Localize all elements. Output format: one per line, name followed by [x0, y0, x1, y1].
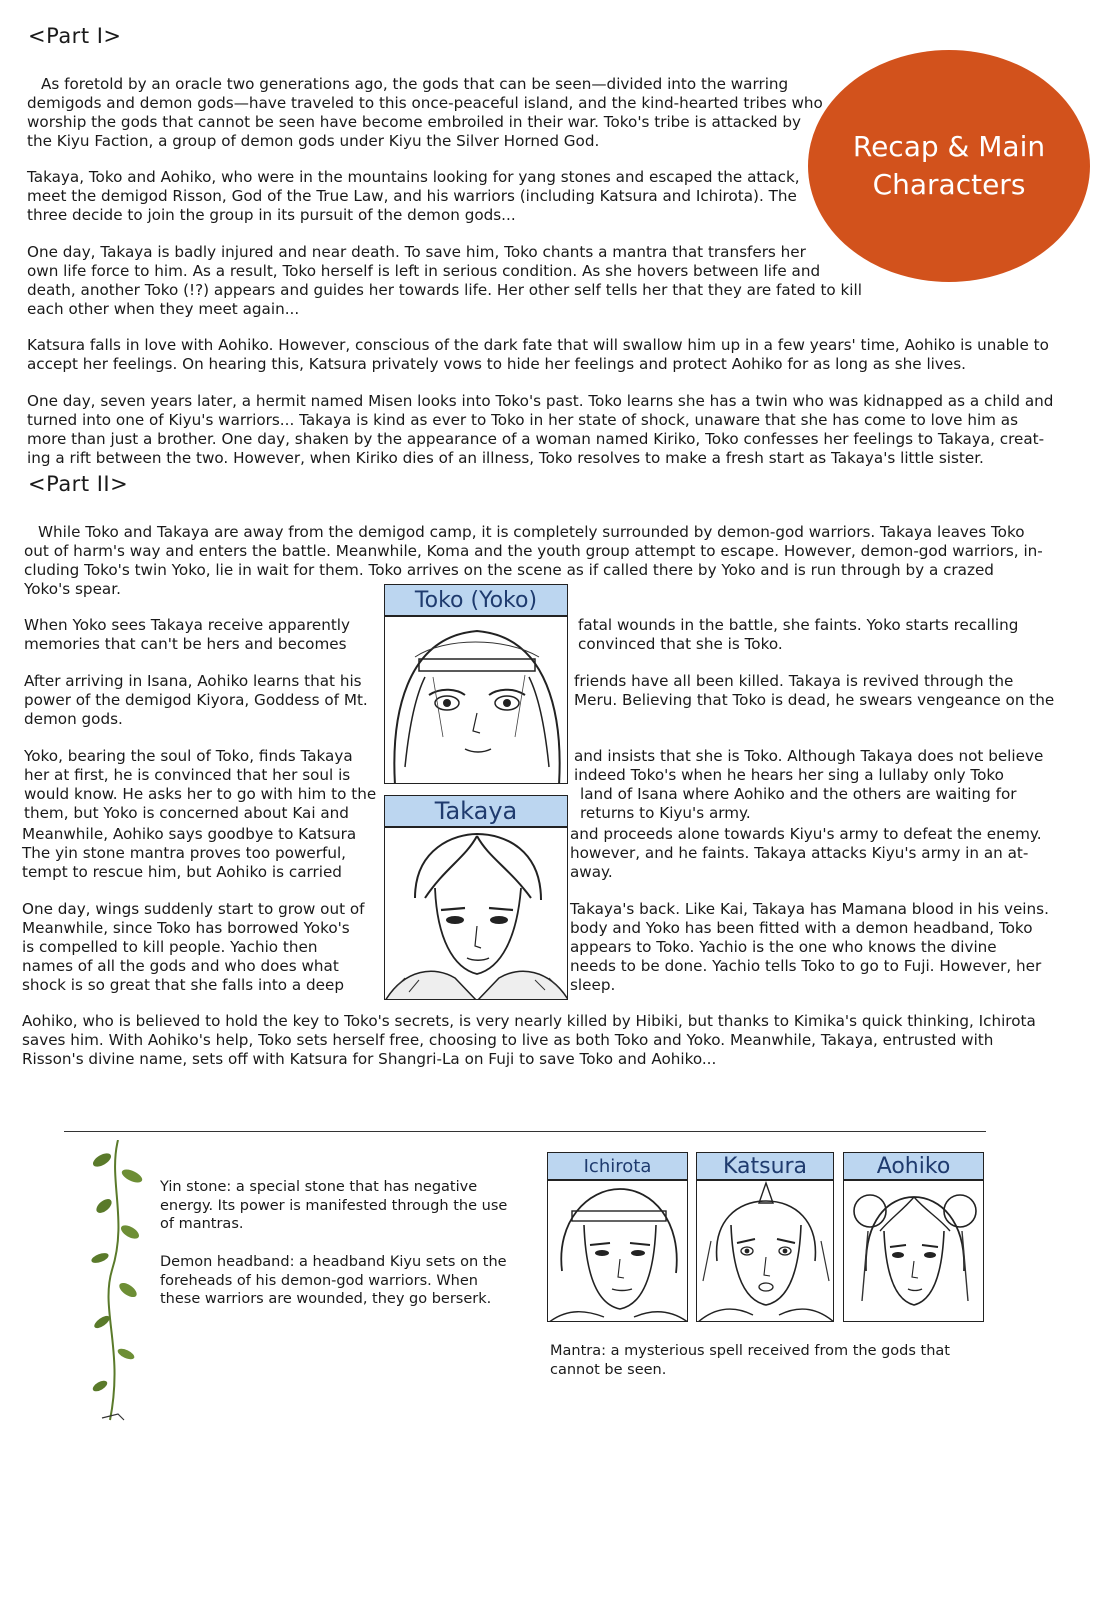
part2-right-block-4: and proceeds alone towards Kiyu's army to defeat the enemy. however, and he faints. Takaya attacks Kiyu's army in an at- away. — [570, 825, 1042, 881]
part2-right-block-2: friends have all been killed. Takaya is revived through the Meru. Believing that Toko is dead, he swears vengeance on the — [574, 672, 1055, 709]
katsura-portrait — [696, 1180, 834, 1322]
recap-badge — [808, 50, 1090, 282]
ichirota-portrait — [547, 1180, 688, 1322]
part1-paragraph-5: One day, seven years later, a hermit named Misen looks into Toko's past. Toko learns she has a twin who was kidnapped as a child and turned into one of Kiyu's warriors... Takaya is kind as ever to Toko in her state of shock, unaware that she has come to love him as more than just a brother. One day, shaken by the appearance of a woman named Kiriko, Toko confesses her feelings to Takaya, creat- ing a rift between the two. However, when Kiriko dies of an illness, Toko resolves to make a fresh start as Takaya's little sister. — [27, 392, 1054, 467]
vine-decoration — [88, 1140, 148, 1430]
part2-heading: <Part II> — [28, 472, 129, 496]
part1-paragraph-3: One day, Takaya is badly injured and near death. To save him, Toko chants a mantra that transfers her own life force to him. As a result, Toko herself is left in serious condition. As she hovers between life and death, another Toko (!?) appears and guides her towards life. Her other self tells her that they are fated to kill each other when they meet again... — [27, 243, 862, 318]
part2-closing: Aohiko, who is believed to hold the key to Toko's secrets, is very nearly killed by Hibiki, but thanks to Kimika's quick thinking, Ichirota saves him. With Aohiko's help, Toko sets herself free, choosing to live as both Toko and Yoko. Meanwhile, Takaya, entrusted with Risson's divine name, sets off with Katsura for Shangri-La on Fuji to save Toko and Aohiko... — [22, 1012, 1036, 1068]
part2-left-block-1: When Yoko sees Takaya receive apparently memories that can't be hers and becomes — [24, 616, 350, 653]
aohiko-face-illustration — [844, 1181, 984, 1322]
vine-icon — [88, 1140, 148, 1430]
part1-heading: <Part I> — [28, 24, 122, 48]
katsura-face-illustration — [697, 1181, 834, 1322]
takaya-label: Takaya — [384, 795, 568, 827]
part2-left-block-2: After arriving in Isana, Aohiko learns that his power of the demigod Kiyora, Goddess of Mt. demon gods. — [24, 672, 368, 728]
katsura-label: Katsura — [696, 1152, 834, 1180]
glossary-demon-headband: Demon headband: a headband Kiyu sets on the foreheads of his demon-god warriors. When these warriors are wounded, they go berserk. — [160, 1254, 507, 1307]
section-divider — [64, 1131, 986, 1132]
takaya-portrait — [384, 827, 568, 1000]
part2-right-block-1: fatal wounds in the battle, she faints. Yoko starts recalling convinced that she is Toko. — [578, 616, 1019, 653]
part2-left-block-4: Meanwhile, Aohiko says goodbye to Katsura The yin stone mantra proves too powerful, tempt to rescue him, but Aohiko is carried — [22, 825, 357, 881]
part2-right-block-5: Takaya's back. Like Kai, Takaya has Mamana blood in his veins. body and Yoko has been fitted with a demon headband, Toko appears to Toko. Yachio is the one who knows the divine needs to be done. Yachio tells Toko to go to Fuji. However, her sleep. — [570, 900, 1049, 994]
part1-paragraph-4: Katsura falls in love with Aohiko. However, conscious of the dark fate that will swallow him up in a few years' time, Aohiko is unable to accept her feelings. On hearing this, Katsura privately vows to hide her feelings and protect Aohiko for as long as she lives. — [27, 336, 1049, 373]
part2-right-block-3: and insists that she is Toko. Although Takaya does not believe indeed Toko's when he hears her sing a lullaby only Toko land of Isana where Aohiko and the others are waiting for returns to Kiyu's army. — [574, 747, 1044, 822]
aohiko-portrait — [843, 1180, 984, 1322]
toko-label: Toko (Yoko) — [384, 584, 568, 616]
part2-left-block-3: Yoko, bearing the soul of Toko, finds Takaya her at first, he is convinced that her soul is would know. He asks her to go with him to the them, but Yoko is concerned about Kai and — [24, 747, 377, 822]
part2-intro: While Toko and Takaya are away from the demigod camp, it is completely surrounded by demon-god warriors. Takaya leaves Toko out of harm's way and enters the battle. Meanwhile, Koma and the youth group attempt to escape. However, demon-god warriors, in- cluding Toko's twin Yoko, lie in wait for them. Toko arrives on the scene as if called there by Yoko and is run through by a crazed Yoko's spear. — [24, 523, 1043, 598]
aohiko-label: Aohiko — [843, 1152, 984, 1180]
takaya-face-illustration — [385, 828, 568, 1000]
toko-face-illustration — [385, 617, 568, 784]
badge-line-1: Recap & Main — [852, 130, 1046, 163]
badge-line-2: Characters — [872, 168, 1026, 201]
part1-paragraph-2: Takaya, Toko and Aohiko, who were in the mountains looking for yang stones and escaped the attack, meet the demigod Risson, God of the True Law, and his warriors (including Katsura and Ichirota). The three decide to join the group in its pursuit of the demon gods... — [27, 168, 800, 224]
ichirota-label: Ichirota — [547, 1152, 688, 1180]
ichirota-face-illustration — [548, 1181, 688, 1322]
part1-paragraph-1: As foretold by an oracle two generations ago, the gods that can be seen—divided into the warring demigods and demon gods—have traveled to this once-peaceful island, and the kind-hearted tribes who worship the gods that cannot be seen have become embroiled in their war. Toko's tribe is attacked by the Kiyu Faction, a group of demon gods under Kiyu the Silver Horned God. — [27, 75, 823, 150]
part2-left-block-5: One day, wings suddenly start to grow out of Meanwhile, since Toko has borrowed Yoko's is compelled to kill people. Yachio then names of all the gods and who does what shock is so great that she falls into a deep — [22, 900, 365, 994]
glossary-mantra: Mantra: a mysterious spell received from the gods that cannot be seen. — [550, 1343, 950, 1378]
glossary-yin-stone: Yin stone: a special stone that has negative energy. Its power is manifested through the use of mantras. — [160, 1179, 508, 1232]
toko-portrait — [384, 616, 568, 784]
